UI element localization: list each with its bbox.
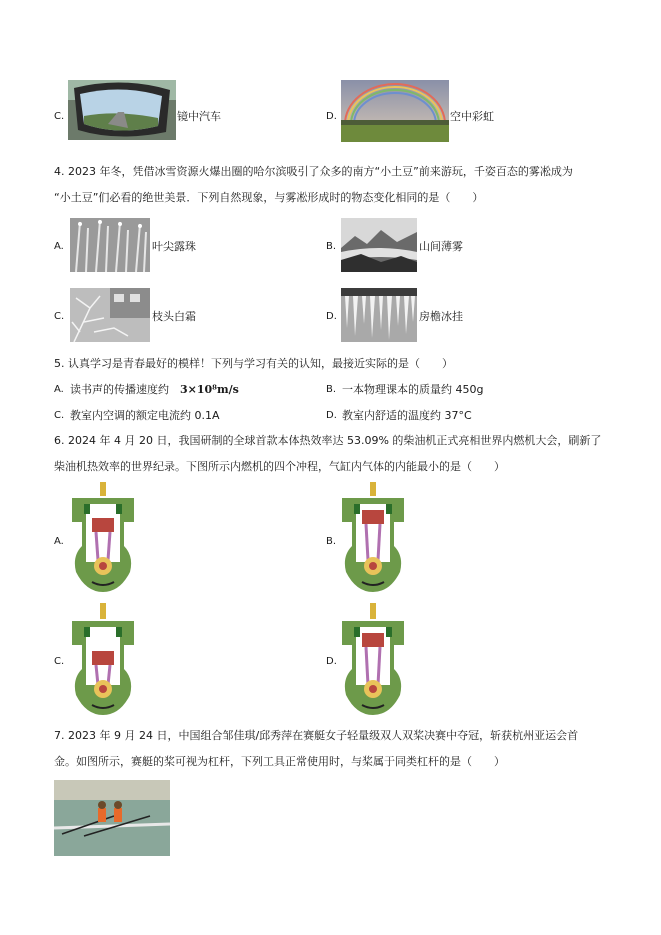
q4-option-a-caption: 叶尖露珠 [152, 240, 196, 253]
mountain-fog-image [341, 218, 417, 272]
engine-stroke-d-image [338, 603, 408, 718]
engine-stroke-b-image [338, 482, 408, 592]
q6-option-d-letter: D. [326, 656, 337, 667]
q4-option-a-letter: A. [54, 241, 64, 252]
q5-option-a-letter: A. [54, 384, 64, 395]
q4-option-d-letter: D. [326, 311, 337, 322]
frost-branch-image [70, 288, 150, 342]
engine-stroke-a-image [68, 482, 138, 592]
q4-option-b-letter: B. [326, 241, 337, 252]
q4-stem-line2: “小土豆”们必看的绝世美景．下列自然现象，与雾凇形成时的物态变化相同的是（ ） [54, 191, 484, 204]
q5-stem: 5. 认真学习是青春最好的模样！下列与学习有关的认知，最接近实际的是（ ） [54, 357, 453, 370]
dewdrop-image [70, 218, 150, 272]
option-c-letter: C. [54, 111, 65, 122]
engine-stroke-c-image [68, 603, 138, 718]
q5-option-b-letter: B. [326, 384, 337, 395]
q5-option-b-text: 一本物理课本的质量约 450g [342, 383, 484, 396]
option-c-caption: 镜中汽车 [177, 110, 221, 123]
q4-stem-line1: 4. 2023 年冬，凭借冰雪资源火爆出圈的哈尔滨吸引了众多的南方“小土豆”前来游玩，千姿百态的雾凇成为 [54, 165, 573, 178]
q5-option-d-text: 教室内舒适的温度约 37°C [342, 409, 472, 422]
q5-option-c-text: 教室内空调的额定电流约 0.1A [70, 409, 220, 422]
rainbow-image [341, 80, 449, 142]
q7-stem-line1: 7. 2023 年 9 月 24 日，中国组合邹佳琪/邱秀萍在赛艇女子轻量级双人双桨决赛中夺冠，斩获杭州亚运会首 [54, 729, 579, 742]
car-mirror-image [68, 80, 176, 140]
option-d-letter: D. [326, 111, 337, 122]
rowing-image [54, 780, 170, 856]
q4-option-d-caption: 房檐冰挂 [419, 310, 463, 323]
q5-option-a-text: 读书声的传播速度约 [70, 383, 169, 396]
option-d-caption: 空中彩虹 [450, 110, 494, 123]
q5-option-a-formula: 3×10⁸m/s [180, 383, 239, 396]
q4-option-b-caption: 山间薄雾 [419, 240, 463, 253]
q6-stem-line2: 柴油机热效率的世界纪录。下图所示内燃机的四个冲程，气缸内气体的内能最小的是（ ） [54, 460, 505, 473]
q7-stem-line2: 金。如图所示，赛艇的桨可视为杠杆，下列工具正常使用时，与桨属于同类杠杆的是（ ） [54, 755, 505, 768]
icicles-image [341, 288, 417, 342]
q6-option-b-letter: B. [326, 536, 337, 547]
q5-option-d-letter: D. [326, 410, 337, 421]
q4-option-c-caption: 枝头白霜 [152, 310, 196, 323]
q5-option-c-letter: C. [54, 410, 65, 421]
q6-option-a-letter: A. [54, 536, 64, 547]
q4-option-c-letter: C. [54, 311, 65, 322]
q6-stem-line1: 6. 2024 年 4 月 20 日，我国研制的全球首款本体热效率达 53.09% 的柴油机正式亮相世界内燃机大会，刷新了 [54, 434, 602, 447]
q6-option-c-letter: C. [54, 656, 65, 667]
